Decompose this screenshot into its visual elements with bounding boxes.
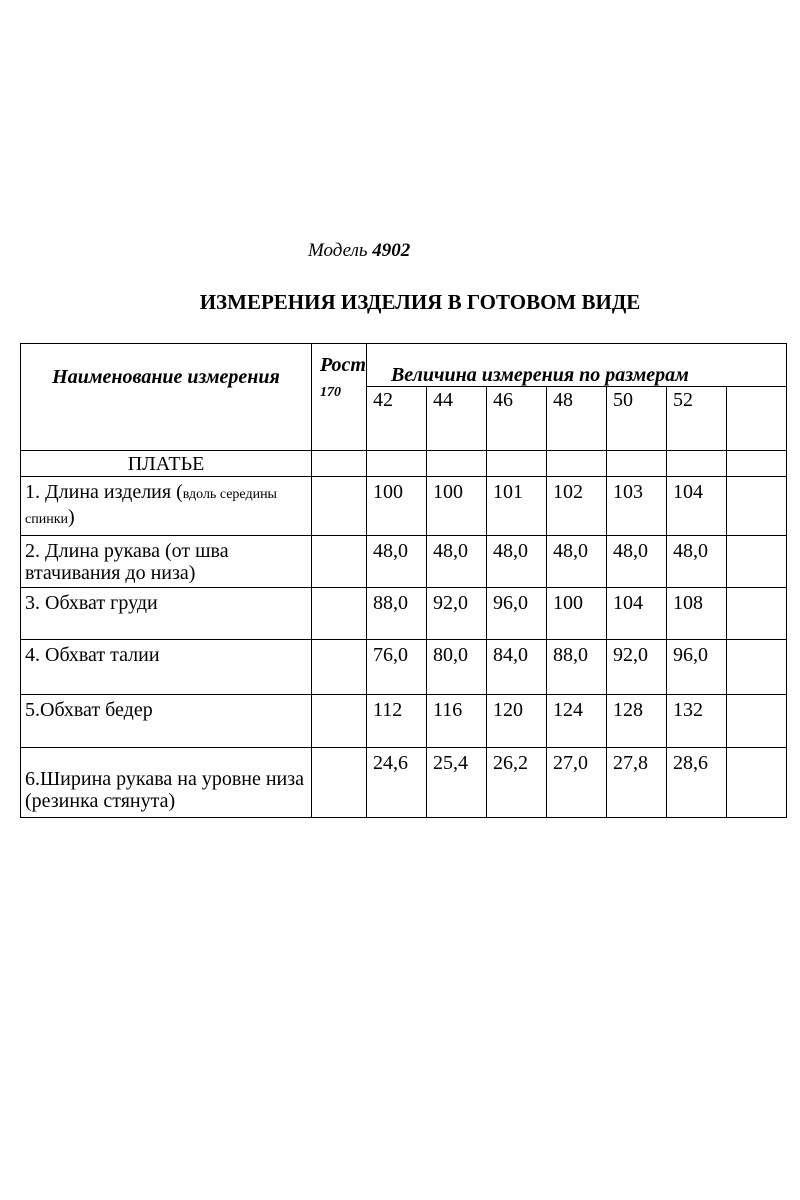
header-rost — [312, 344, 367, 451]
row-name: 5.Обхват бедер — [21, 695, 312, 748]
table-cell: 48,0 — [366, 536, 426, 588]
table-cell: 100 — [546, 588, 606, 640]
table-cell: 48,0 — [606, 536, 666, 588]
row-name: 2. Длина рукава (от шва втачивания до низа) — [21, 536, 312, 588]
table-cell: 76,0 — [366, 640, 426, 695]
size-header — [726, 387, 786, 451]
size-header: 44 — [426, 387, 486, 451]
table-cell: 48,0 — [486, 536, 546, 588]
measurements-table — [20, 343, 787, 818]
table-cell: 128 — [606, 695, 666, 748]
size-header: 42 — [366, 387, 426, 451]
table-cell: 132 — [666, 695, 726, 748]
row-name: 1. Длина изделия (вдоль середины спинки) — [21, 477, 312, 536]
model-number: 4902 — [372, 240, 411, 261]
table-cell: 116 — [426, 695, 486, 748]
table-row — [21, 748, 787, 818]
table-cell — [726, 748, 786, 818]
table-cell: 27,8 — [606, 748, 666, 818]
table-cell — [726, 588, 786, 640]
model-label: Модель — [308, 240, 368, 261]
row-name: 4. Обхват талии — [21, 640, 312, 695]
table-cell: 48,0 — [666, 536, 726, 588]
table-cell: 92,0 — [426, 588, 486, 640]
table-cell: 28,6 — [666, 748, 726, 818]
table-cell — [726, 640, 786, 695]
table-cell: 27,0 — [546, 748, 606, 818]
page-title: ИЗМЕРЕНИЯ ИЗДЕЛИЯ В ГОТОВОМ ВИДЕ — [199, 290, 641, 314]
table-cell — [726, 536, 786, 588]
section-row — [21, 451, 787, 477]
table-cell: 100 — [426, 477, 486, 536]
table-row — [21, 588, 787, 640]
table-row — [21, 477, 787, 536]
table-cell: 101 — [486, 477, 546, 536]
table-cell: 80,0 — [426, 640, 486, 695]
header-rost-value: 170 — [320, 385, 341, 400]
table-cell: 103 — [606, 477, 666, 536]
table-cell: 96,0 — [666, 640, 726, 695]
table-row — [21, 536, 787, 588]
section-title: ПЛАТЬЕ — [21, 451, 312, 477]
table-cell: 112 — [366, 695, 426, 748]
table-cell: 48,0 — [426, 536, 486, 588]
table-cell: 96,0 — [486, 588, 546, 640]
table-cell — [726, 477, 786, 536]
size-header: 52 — [666, 387, 726, 451]
table-cell: 102 — [546, 477, 606, 536]
row-name-note: вдоль середины спинки — [25, 487, 277, 527]
table-cell: 104 — [606, 588, 666, 640]
row-name: 3. Обхват груди — [21, 588, 312, 640]
row-name: 6.Ширина рукава на уровне низа (резинка стянута) — [21, 748, 312, 818]
table-row — [21, 640, 787, 695]
table-cell: 48,0 — [546, 536, 606, 588]
header-name-column: Наименование измерения — [21, 344, 312, 451]
table-cell: 104 — [666, 477, 726, 536]
table-cell: 108 — [666, 588, 726, 640]
table-cell — [726, 695, 786, 748]
model-line — [308, 240, 410, 262]
table-cell: 88,0 — [546, 640, 606, 695]
header-sizes-label: Величина измерения по размерам — [366, 344, 786, 387]
size-header: 46 — [486, 387, 546, 451]
table-cell: 92,0 — [606, 640, 666, 695]
table-cell: 120 — [486, 695, 546, 748]
table-cell: 124 — [546, 695, 606, 748]
table-cell: 24,6 — [366, 748, 426, 818]
size-header: 50 — [606, 387, 666, 451]
table-cell: 25,4 — [426, 748, 486, 818]
table-cell: 100 — [366, 477, 426, 536]
header-rost-label: Рост — [320, 354, 366, 376]
table-row — [21, 695, 787, 748]
table-cell: 26,2 — [486, 748, 546, 818]
size-header: 48 — [546, 387, 606, 451]
table-cell: 88,0 — [366, 588, 426, 640]
table-cell: 84,0 — [486, 640, 546, 695]
